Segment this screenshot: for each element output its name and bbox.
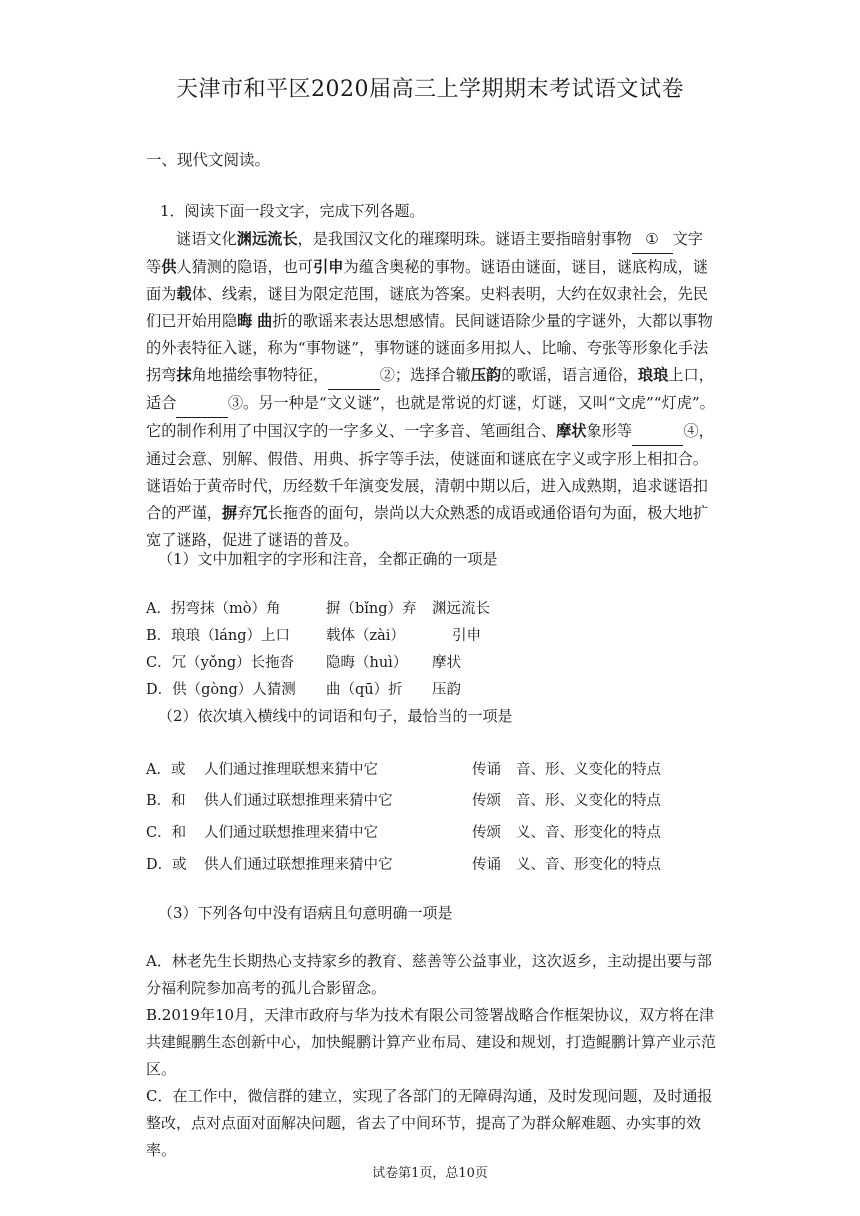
q1-1-option-b: B．琅琅（láng）上口 载体（zài） 引申 <box>146 628 481 644</box>
question-1-2-stem: （2）依次填入横线中的词语和句子，最恰当的一项是 <box>158 707 513 725</box>
blank-2 <box>328 362 379 390</box>
q1-2-option-a: A．或 人们通过推理联想来猜中它 传诵 音、形、义变化的特点 <box>146 762 661 778</box>
q1-1-option-d: D．供（gòng）人猜测 曲（qū）折 压韵 <box>146 682 461 698</box>
page-footer: 试卷第1页，总10页 <box>372 1166 488 1181</box>
blank-4 <box>632 418 683 446</box>
page-title: 天津市和平区2020届高三上学期期末考试语文试卷 <box>176 77 684 102</box>
q1-2-option-c: C．和 人们通过联想推理来猜中它 传颂 义、音、形变化的特点 <box>146 825 661 841</box>
question-1-3-stem: （3）下列各句中没有语病且句意明确一项是 <box>158 904 453 922</box>
blank-3 <box>176 390 227 418</box>
reading-passage: 谜语文化渊远流长，是我国汉文化的璀璨明珠。谜语主要指暗射事物 ① 文字等供人猜测的隐语，也可引申为蕴含奥秘的事物。谜语由谜面，谜目，谜底构成，谜面为载体、线索，谜目为限定范围，谜底为答案。史料表明，大约在奴隶社会，先民们已开始用隐晦 曲折的歌谣来表达思想感情。民间谜语除少量的字谜外，大都以事物的外表特征入谜，称为“事物谜”，事物谜的谜面多用拟人、比喻、夸张等形象化手法拐弯抹角地描绘事物特征， ②；选择合辙压韵的歌谣，语言通俗，琅琅上口，适合 ③。另一种是“文义谜”，也就是常说的灯谜，灯谜，又叫“文虎”“灯虎”。它的制作利用了中国汉字的一字多义、一字多音、笔画组合、摩状象形等 ④，通过会意、别解、假借、用典、拆字等手法，使谜面和谜底在字义或字形上相扣合。谜语始于黄帝时代，历经数千年演变发展，清朝中期以后，进入成熟期，追求谜语扣合的严谨，摒弃冗长拖沓的面句，崇尚以大众熟悉的成语或通俗语句为面，极大地扩宽了谜路，促进了谜语的普及。 <box>146 226 716 554</box>
question-1-heading: 1．阅读下面一段文字，完成下列各题。 <box>160 202 425 220</box>
section-heading: 一、现代文阅读。 <box>146 151 271 169</box>
q1-3-option-b: B.2019年10月，天津市政府与华为技术有限公司签署战略合作框架协议，双方将在津共建鲲鹏生态创新中心，加快鲲鹏计算产业布局、建设和规划，打造鲲鹏计算产业示范区。 <box>146 1006 717 1078</box>
q1-2-option-b: B．和 供人们通过联想推理来猜中它 传颂 音、形、义变化的特点 <box>146 793 661 809</box>
q1-1-option-c: C．冗（yǒng）长拖沓 隐晦（huì） 摩状 <box>146 655 461 671</box>
q1-3-option-c: C．在工作中，微信群的建立，实现了各部门的无障碍沟通，及时发现问题，及时通报整改，点对点面对面解决问题，省去了中间环节，提高了为群众解难题、办实事的效率。 <box>146 1087 713 1159</box>
q1-1-option-a: A．拐弯抹（mò）角 摒（bǐng）弃 渊远流长 <box>146 601 490 617</box>
question-1-1-stem: （1）文中加粗字的字形和注音，全都正确的一项是 <box>158 550 498 568</box>
blank-1: ① <box>632 226 673 254</box>
q1-3-option-a: A．林老先生长期热心支持家乡的教育、慈善等公益事业，这次返乡，主动提出要与部分福利院参加高考的孤儿合影留念。 <box>146 952 712 997</box>
q1-2-option-d: D．或 供人们通过联想推理来猜中它 传诵 义、音、形变化的特点 <box>146 857 661 873</box>
